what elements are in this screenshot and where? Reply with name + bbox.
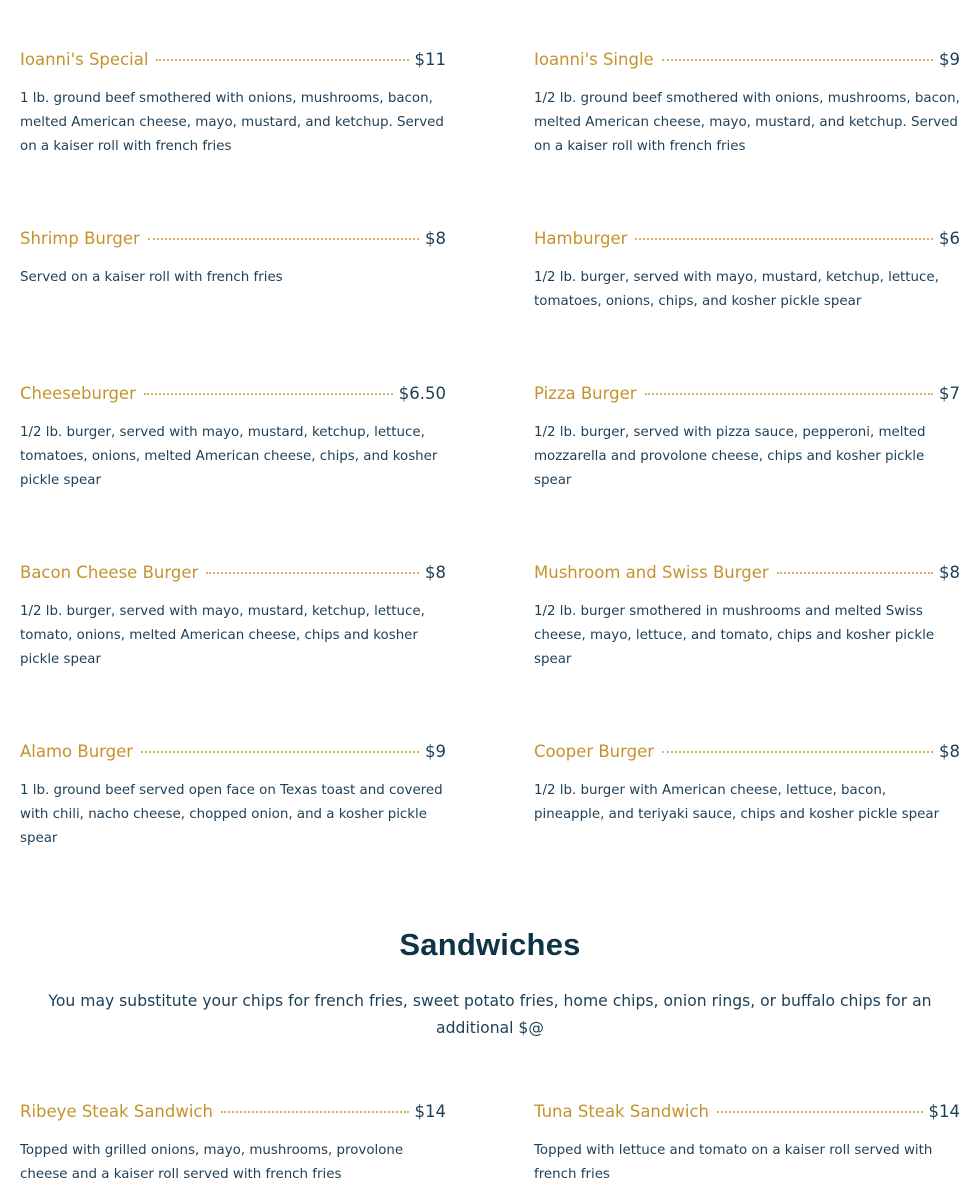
item-price: $8 bbox=[425, 563, 446, 582]
leader-dots bbox=[645, 393, 933, 395]
item-price: $14 bbox=[928, 1102, 960, 1121]
item-description: 1/2 lb. ground beef smothered with onions, mushrooms, bacon, melted American cheese, mayo, mustard, and ketchup. Served on a kaiser roll with french fries bbox=[534, 91, 960, 154]
item-description: 1/2 lb. burger, served with mayo, mustard, ketchup, lettuce, tomatoes, onions, chips, and kosher pickle spear bbox=[534, 270, 939, 309]
item-name: Ioanni's Single bbox=[534, 50, 654, 69]
item-name: Hamburger bbox=[534, 229, 628, 248]
section-title-sandwiches: Sandwiches bbox=[399, 927, 581, 962]
section-note: You may substitute your chips for french fries, sweet potato fries, home chips, onion rings, or buffalo chips for an additional $@ bbox=[48, 992, 932, 1037]
menu-item-ioannis-single bbox=[534, 50, 960, 159]
item-description: 1/2 lb. burger, served with pizza sauce, pepperoni, melted mozzarella and provolone cheese, chips and kosher pickle spear bbox=[534, 425, 926, 488]
item-description: 1/2 lb. burger with American cheese, lettuce, bacon, pineapple, and teriyaki sauce, chips and kosher pickle spear bbox=[534, 783, 940, 822]
menu-item-pizza-burger bbox=[534, 384, 960, 493]
item-name: Shrimp Burger bbox=[20, 229, 140, 248]
menu-item-cooper-burger bbox=[534, 742, 960, 827]
item-price: $8 bbox=[425, 229, 446, 248]
menu-item-bacon-cheese-burger bbox=[20, 563, 446, 672]
item-price: $8 bbox=[939, 563, 960, 582]
item-price: $7 bbox=[939, 384, 960, 403]
leader-dots bbox=[777, 572, 933, 574]
item-description: Topped with grilled onions, mayo, mushrooms, provolone cheese and a kaiser roll served with french fries bbox=[20, 1143, 404, 1182]
menu-item-mushroom-swiss-burger bbox=[534, 563, 960, 672]
item-name: Alamo Burger bbox=[20, 742, 134, 761]
leader-dots bbox=[662, 751, 933, 753]
item-price: $14 bbox=[414, 1102, 446, 1121]
item-name: Tuna Steak Sandwich bbox=[534, 1102, 709, 1121]
menu-item-shrimp-burger bbox=[20, 229, 446, 290]
item-description: 1/2 lb. burger, served with mayo, mustard, ketchup, lettuce, tomatoes, onions, melted American cheese, chips, and kosher pickle spear bbox=[20, 425, 438, 488]
item-description: Topped with lettuce and tomato on a kaiser roll served with french fries bbox=[534, 1143, 933, 1182]
item-price: $9 bbox=[425, 742, 446, 761]
item-description: Served on a kaiser roll with french fries bbox=[20, 270, 283, 285]
leader-dots bbox=[144, 393, 393, 395]
menu-item-ioannis-special bbox=[20, 50, 446, 159]
item-price: $6.50 bbox=[398, 384, 446, 403]
item-price: $8 bbox=[939, 742, 960, 761]
item-name: Pizza Burger bbox=[534, 384, 637, 403]
leader-dots bbox=[662, 59, 933, 61]
item-description: 1 lb. ground beef smothered with onions, mushrooms, bacon, melted American cheese, mayo, mustard, and ketchup. Served on a kaiser roll with french fries bbox=[20, 91, 444, 154]
item-description: 1/2 lb. burger, served with mayo, mustard, ketchup, lettuce, tomato, onions, melted American cheese, chips and kosher pickle spear bbox=[20, 604, 425, 667]
leader-dots bbox=[635, 238, 933, 240]
item-price: $11 bbox=[414, 50, 446, 69]
menu-item-hamburger bbox=[534, 229, 960, 314]
leader-dots bbox=[156, 59, 408, 61]
menu-item-cheeseburger bbox=[20, 384, 446, 493]
item-name: Ioanni's Special bbox=[20, 50, 149, 69]
item-price: $9 bbox=[939, 50, 960, 69]
menu-item-alamo-burger bbox=[20, 742, 446, 851]
item-name: Bacon Cheese Burger bbox=[20, 563, 199, 582]
menu-item-ribeye-steak-sandwich bbox=[20, 1102, 446, 1187]
item-name: Cheeseburger bbox=[20, 384, 136, 403]
leader-dots bbox=[141, 751, 419, 753]
leader-dots bbox=[221, 1111, 409, 1113]
item-name: Ribeye Steak Sandwich bbox=[20, 1102, 213, 1121]
item-description: 1/2 lb. burger smothered in mushrooms and melted Swiss cheese, mayo, lettuce, and tomato, chips and kosher pickle spear bbox=[534, 604, 935, 667]
menu-item-tuna-steak-sandwich bbox=[534, 1102, 960, 1187]
item-name: Mushroom and Swiss Burger bbox=[534, 563, 769, 582]
item-name: Cooper Burger bbox=[534, 742, 655, 761]
leader-dots bbox=[148, 238, 419, 240]
leader-dots bbox=[717, 1111, 923, 1113]
item-price: $6 bbox=[939, 229, 960, 248]
item-description: 1 lb. ground beef served open face on Texas toast and covered with chili, nacho cheese, chopped onion, and a kosher pickle spear bbox=[20, 783, 443, 846]
leader-dots bbox=[206, 572, 419, 574]
